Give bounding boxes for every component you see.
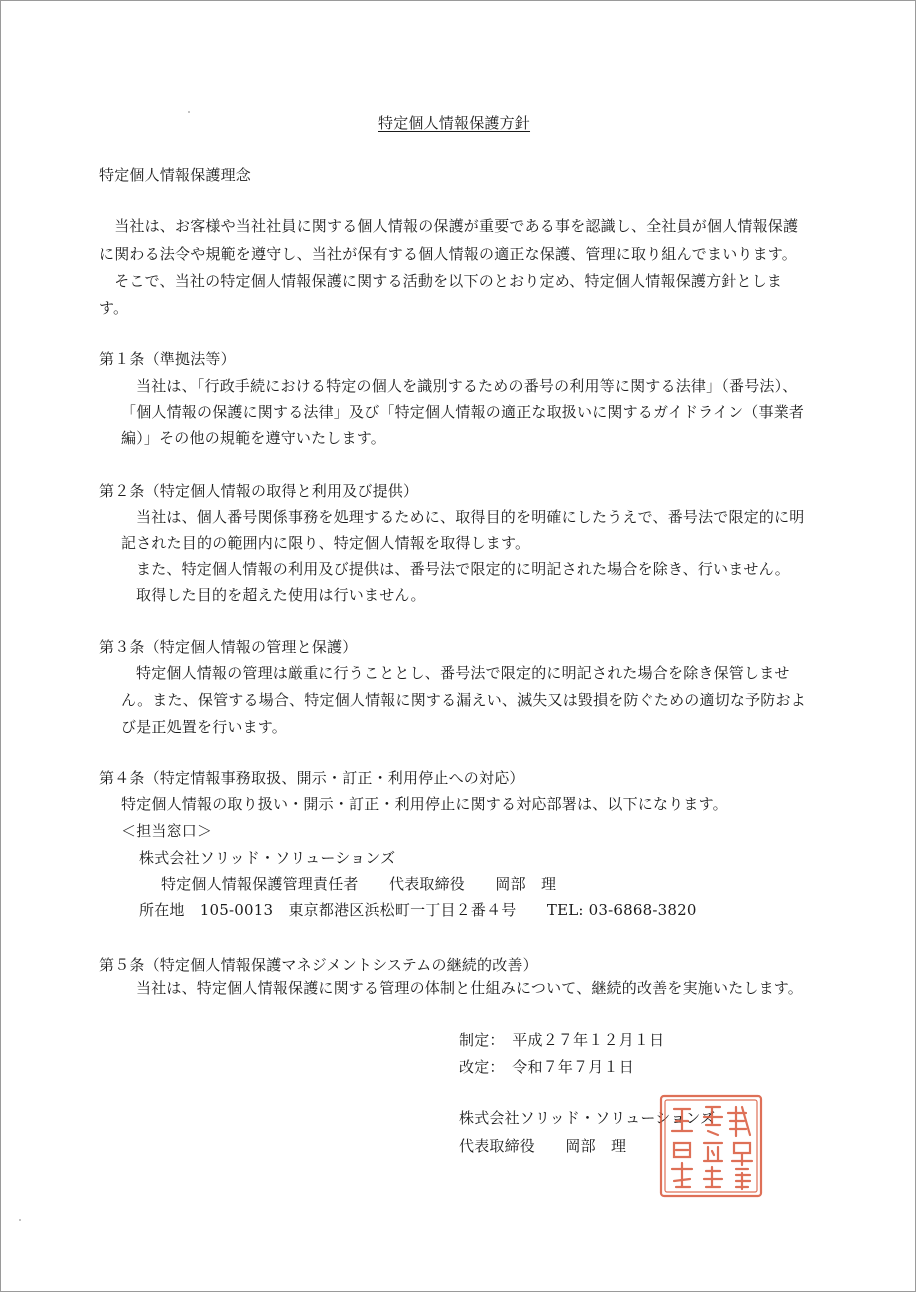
article-4-heading: 第４条（特定情報事務取扱、開示・訂正・利用停止への対応） <box>99 769 525 787</box>
philosophy-heading: 特定個人情報保護理念 <box>99 166 252 184</box>
philosophy-line: 当社は、お客様や当社社員に関する個人情報の保護が重要である事を認識し、全社員が個人情報保護 <box>99 217 799 235</box>
article-4-company: 株式会社ソリッド・ソリューションズ <box>139 849 396 867</box>
signature-representative: 代表取締役 岡部 理 <box>459 1137 627 1155</box>
article-4-line: 特定個人情報の取り扱い・開示・訂正・利用停止に関する対応部署は、以下になります。 <box>121 795 728 813</box>
article-2-line: 当社は、個人番号関係事務を処理するために、取得目的を明確にしたうえで、番号法で限定的に明 <box>136 508 805 526</box>
article-2-line: また、特定個人情報の利用及び提供は、番号法で限定的に明記された場合を除き、行いません。 <box>136 560 790 578</box>
article-1-line: 「個人情報の保護に関する法律」及び「特定個人情報の適正な取扱いに関するガイドライン（事業者 <box>121 403 805 421</box>
article-2-line: 記された目的の範囲内に限り、特定個人情報を取得します。 <box>121 534 531 552</box>
article-3-line: 特定個人情報の管理は厳重に行うこととし、番号法で限定的に明記された場合を除き保管しませ <box>136 664 790 682</box>
established-date: 制定： 平成２７年１２月１日 <box>459 1031 665 1049</box>
article-4-address: 所在地 105-0013 東京都港区浜松町一丁目２番４号 TEL: 03-6868-3820 <box>139 901 697 919</box>
scan-speck <box>19 1219 21 1221</box>
article-2-line: 取得した目的を超えた使用は行いません。 <box>136 586 426 604</box>
article-1-line: 当社は、「行政手続における特定の個人を識別するための番号の利用等に関する法律」（番号法）、 <box>136 377 798 395</box>
page-title: 特定個人情報保護方針 <box>378 114 531 132</box>
article-3-line: ん。また、保管する場合、特定個人情報に関する漏えい、滅失又は毀損を防ぐための適切な予防およ <box>121 691 806 709</box>
article-4-contact-label: ＜担当窓口＞ <box>121 822 213 840</box>
scan-speck <box>188 111 190 113</box>
article-5-heading: 第５条（特定個人情報保護マネジメントシステムの継続的改善） <box>99 956 538 974</box>
article-1-line: 編）」その他の規範を遵守いたします。 <box>121 429 386 447</box>
company-seal-stamp <box>656 1091 766 1201</box>
article-4-manager: 特定個人情報保護管理責任者 代表取締役 岡部 理 <box>161 875 557 893</box>
article-2-heading: 第２条（特定個人情報の取得と利用及び提供） <box>99 482 419 500</box>
article-5-line: 当社は、特定個人情報保護に関する管理の体制と仕組みについて、継続的改善を実施いたします。 <box>136 979 804 997</box>
article-1-heading: 第１条（準拠法等） <box>99 350 236 368</box>
signature-company: 株式会社ソリッド・ソリューションズ <box>459 1109 716 1127</box>
article-3-line: び是正処置を行います。 <box>121 718 288 736</box>
philosophy-line: そこで、当社の特定個人情報保護に関する活動を以下のとおり定め、特定個人情報保護方針としま <box>99 272 783 290</box>
article-3-heading: 第３条（特定個人情報の管理と保護） <box>99 638 358 656</box>
philosophy-line: に関わる法令や規範を遵守し、当社が保有する個人情報の適正な保護、管理に取り組んでまいります。 <box>99 245 798 263</box>
philosophy-line: す。 <box>99 299 129 317</box>
revised-date: 改定： 令和７年７月１日 <box>459 1058 634 1076</box>
